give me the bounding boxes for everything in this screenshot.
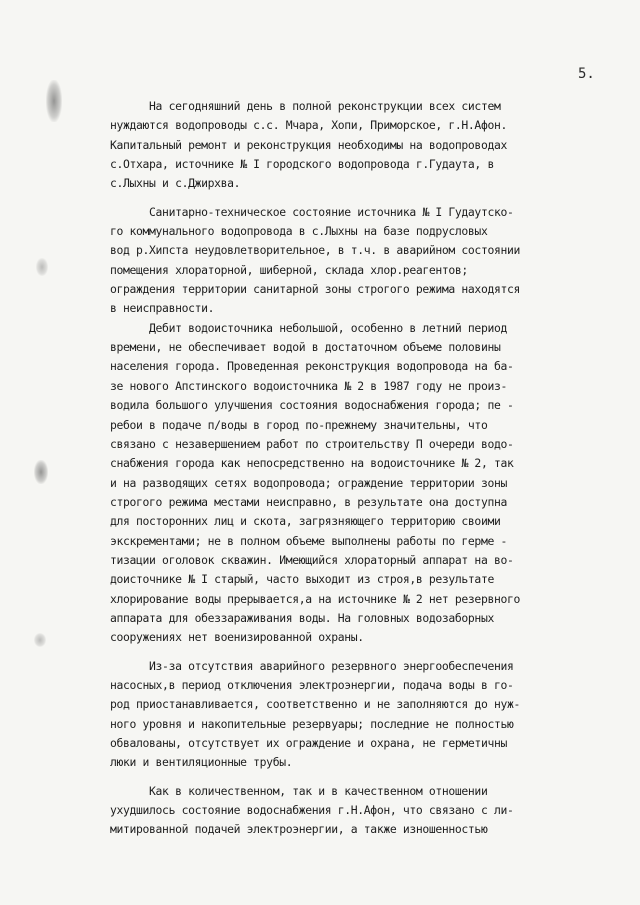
text-line: и на разводящих сетях водопровода; ограждение территории зоны — [110, 475, 507, 490]
text-line: Санитарно-техническое состояние источника № I Гудаутско- — [110, 204, 514, 219]
text-line: снабжения города как непосредственно на водоисточнике № 2, так — [110, 456, 514, 471]
text-line: аппарата для обеззараживания воды. На головных водозаборных — [110, 610, 494, 625]
text-line: ограждения территории санитарной зоны строгого режима находятся — [110, 282, 520, 297]
paragraph — [110, 203, 630, 319]
text-line: населения города. Проведенная реконструкция водопровода на ба- — [110, 359, 514, 374]
text-line: Как в количественном, так и в качественном отношении — [110, 783, 488, 798]
text-line: в неисправности. — [110, 301, 215, 316]
text-line: род приостанавливается, соответственно и не заполняются до нуж- — [110, 697, 520, 712]
text-line: Капитальный ремонт и реконструкция необходимы на водопроводах — [110, 137, 507, 152]
paragraph — [110, 97, 630, 194]
text-line: насосных,в период отключения электроэнергии, подача воды в го- — [110, 677, 514, 692]
text-line: времени, не обеспечивает водой в достаточном объеме половины — [110, 340, 501, 355]
text-line: митированной подачей электроэнергии, а также изношенностью — [110, 822, 488, 837]
text-line: го коммунального водопровода в с.Лыхны на базе подрусловых — [110, 224, 488, 239]
text-line: вод р.Хипста неудовлетворительное, в т.ч. в аварийном состоянии — [110, 243, 520, 258]
text-line: с.Лыхны и с.Джирхва. — [110, 176, 241, 191]
text-line: нуждаются водопроводы с.с. Мчара, Хопи, Приморское, г.Н.Афон. — [110, 118, 507, 133]
text-line: Дебит водоисточника небольшой, особенно в летний период — [110, 320, 507, 335]
punch-hole-mark-lower — [34, 633, 46, 647]
text-line: тизации оголовок скважин. Имеющийся хлораторный аппарат на во- — [110, 552, 514, 567]
text-line: ного уровня и накопительные резервуары; последние не полностью — [110, 716, 514, 731]
punch-hole-mark-top — [46, 80, 62, 122]
text-line: ухудшилось состояние водоснабжения г.Н.Афон, что связано с ли- — [110, 803, 514, 818]
punch-hole-mark-middle — [34, 460, 48, 484]
document-body — [110, 97, 630, 840]
text-line: Из-за отсутствия аварийного резервного энергообеспечения — [110, 658, 514, 673]
text-line: помещения хлораторной, шиберной, склада хлор.реагентов; — [110, 262, 468, 277]
text-line: строгого режима местами неисправно, в результате она доступна — [110, 494, 507, 509]
text-line: с.Отхара, источнике № I городского водопровода г.Гудаута, в — [110, 157, 494, 172]
text-line: ребои в подаче п/воды в город по-прежнему значительны, что — [110, 417, 488, 432]
paragraph — [110, 319, 630, 648]
text-line: хлорирование воды прерывается,а на источнике № 2 нет резервного — [110, 591, 520, 606]
text-line: экскрементами; не в полном объеме выполнены работы по герме - — [110, 533, 507, 548]
punch-hole-mark-upper — [36, 258, 48, 276]
text-line: сооружениях нет военизированной охраны. — [110, 630, 364, 645]
text-line: для посторонних лиц и скота, загрязняющего территорию своими — [110, 514, 501, 529]
paragraph — [110, 782, 630, 840]
page-number: 5. — [578, 66, 595, 82]
text-line: люки и вентиляционные трубы. — [110, 755, 293, 770]
text-line: доисточнике № I старый, часто выходит из строя,в результате — [110, 572, 494, 587]
paragraph — [110, 657, 630, 773]
text-line: На сегодняшний день в полной реконструкции всех систем — [110, 99, 501, 113]
text-line: водила большого улучшения состояния водоснабжения города; пе - — [110, 398, 514, 413]
text-line: обвалованы, отсутствует их ограждение и охрана, не герметичны — [110, 736, 507, 750]
text-line: зе нового Апстинского водоисточника № 2 в 1987 году не произ- — [110, 378, 507, 393]
text-line: связано с незавершением работ по строительству П очереди водо- — [110, 436, 514, 451]
